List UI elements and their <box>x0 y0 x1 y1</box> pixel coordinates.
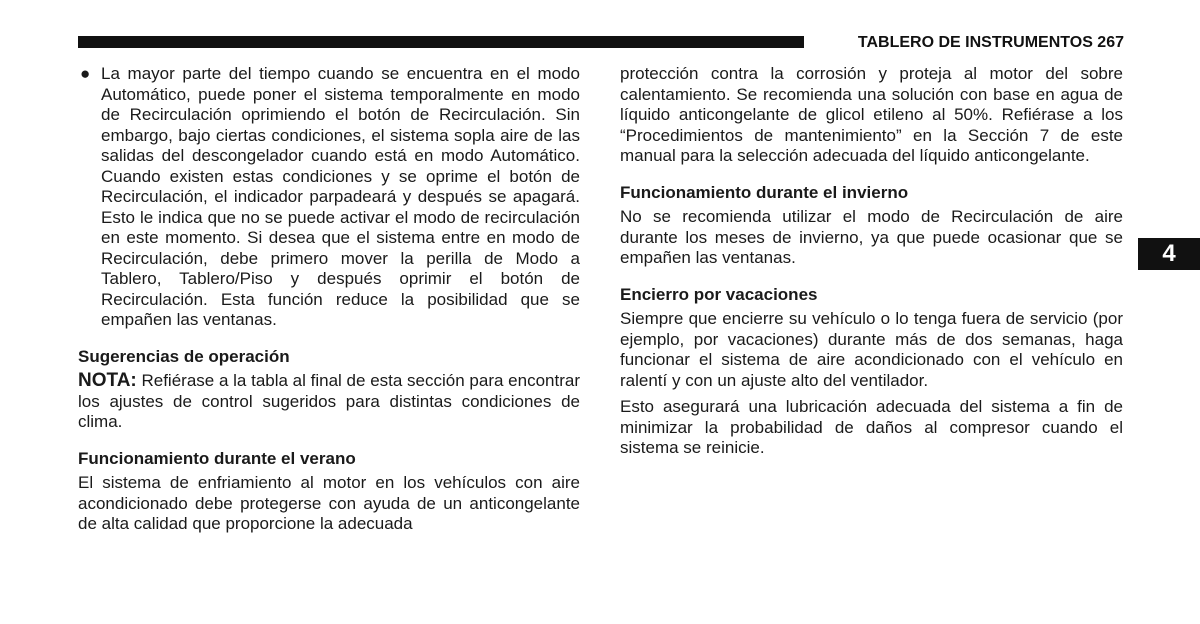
winter-paragraph: No se recomienda utilizar el modo de Recirculación de aire durante los meses de invierno, ya que puede ocasionar que se empañen las ventanas. <box>620 207 1123 267</box>
bullet-dot-icon: ● <box>80 64 91 83</box>
nota-paragraph <box>78 371 580 433</box>
nota-text: Refiérase a la tabla al final de esta sección para encontrar los ajustes de control sugeridos para distintas condiciones de clima. <box>78 371 580 431</box>
vacation-paragraph-2: Esto asegurará una lubricación adecuada del sistema a fin de minimizar la probabilidad de daños al compresor cuando el sistema se reinicie. <box>620 397 1123 457</box>
vacation-paragraph-1: Siempre que encierre su vehículo o lo tenga fuera de servicio (por ejemplo, por vacaciones) durante más de dos semanas, haga funcionar el sistema de aire acondicionado con el vehículo en ralentí y con un ajuste alto del ventilador. <box>620 309 1123 390</box>
left-column <box>78 64 580 535</box>
heading-operation-tips: Sugerencias de operación <box>78 346 290 366</box>
bullet-paragraph <box>78 64 580 331</box>
bullet-text: La mayor parte del tiempo cuando se encuentra en el modo Automático, puede poner el sistema temporalmente en modo de Recirculación oprimiendo el botón de Recirculación. Sin embargo, bajo ciertas condiciones, el sistema sopla aire de las salidas del descongelador cuando está en modo Automático. Cuando existen estas condiciones y se oprime el botón de Recirculación, el indicador parpadeará y después se apagará. Esto le indica que no se puede activar el modo de recirculación en este momento. Si desea que el sistema entre en modo de Recirculación, debe primero mover la perilla de Modo a Tablero, Tablero/Piso y después oprimir el botón de Recirculación. Esta función reduce la posibilidad que se empañen las ventanas. <box>101 64 580 329</box>
page-header-title: TABLERO DE INSTRUMENTOS 267 <box>857 34 1124 51</box>
heading-summer-operation: Funcionamiento durante el verano <box>78 448 356 468</box>
nota-label: NOTA: <box>78 370 137 391</box>
right-column <box>620 64 1123 459</box>
chapter-tab: 4 <box>1138 238 1200 270</box>
heading-vacation-storage: Encierro por vacaciones <box>620 284 818 304</box>
heading-winter-operation: Funcionamiento durante el invierno <box>620 182 909 202</box>
summer-paragraph-continued: protección contra la corrosión y proteja al motor del sobre calentamiento. Se recomienda una solución con base en agua de líquido anticongelante de glicol etileno al 50%. Refiérase a los “Procedimientos de mantenimiento” en la Sección 7 de este manual para la selección adecuada del líquido anticongelante. <box>620 64 1123 165</box>
header-rule <box>78 36 804 48</box>
summer-paragraph: El sistema de enfriamiento al motor en los vehículos con aire acondicionado debe protegerse con ayuda de un anticongelante de alta calidad que proporcione la adecuada <box>78 473 580 533</box>
